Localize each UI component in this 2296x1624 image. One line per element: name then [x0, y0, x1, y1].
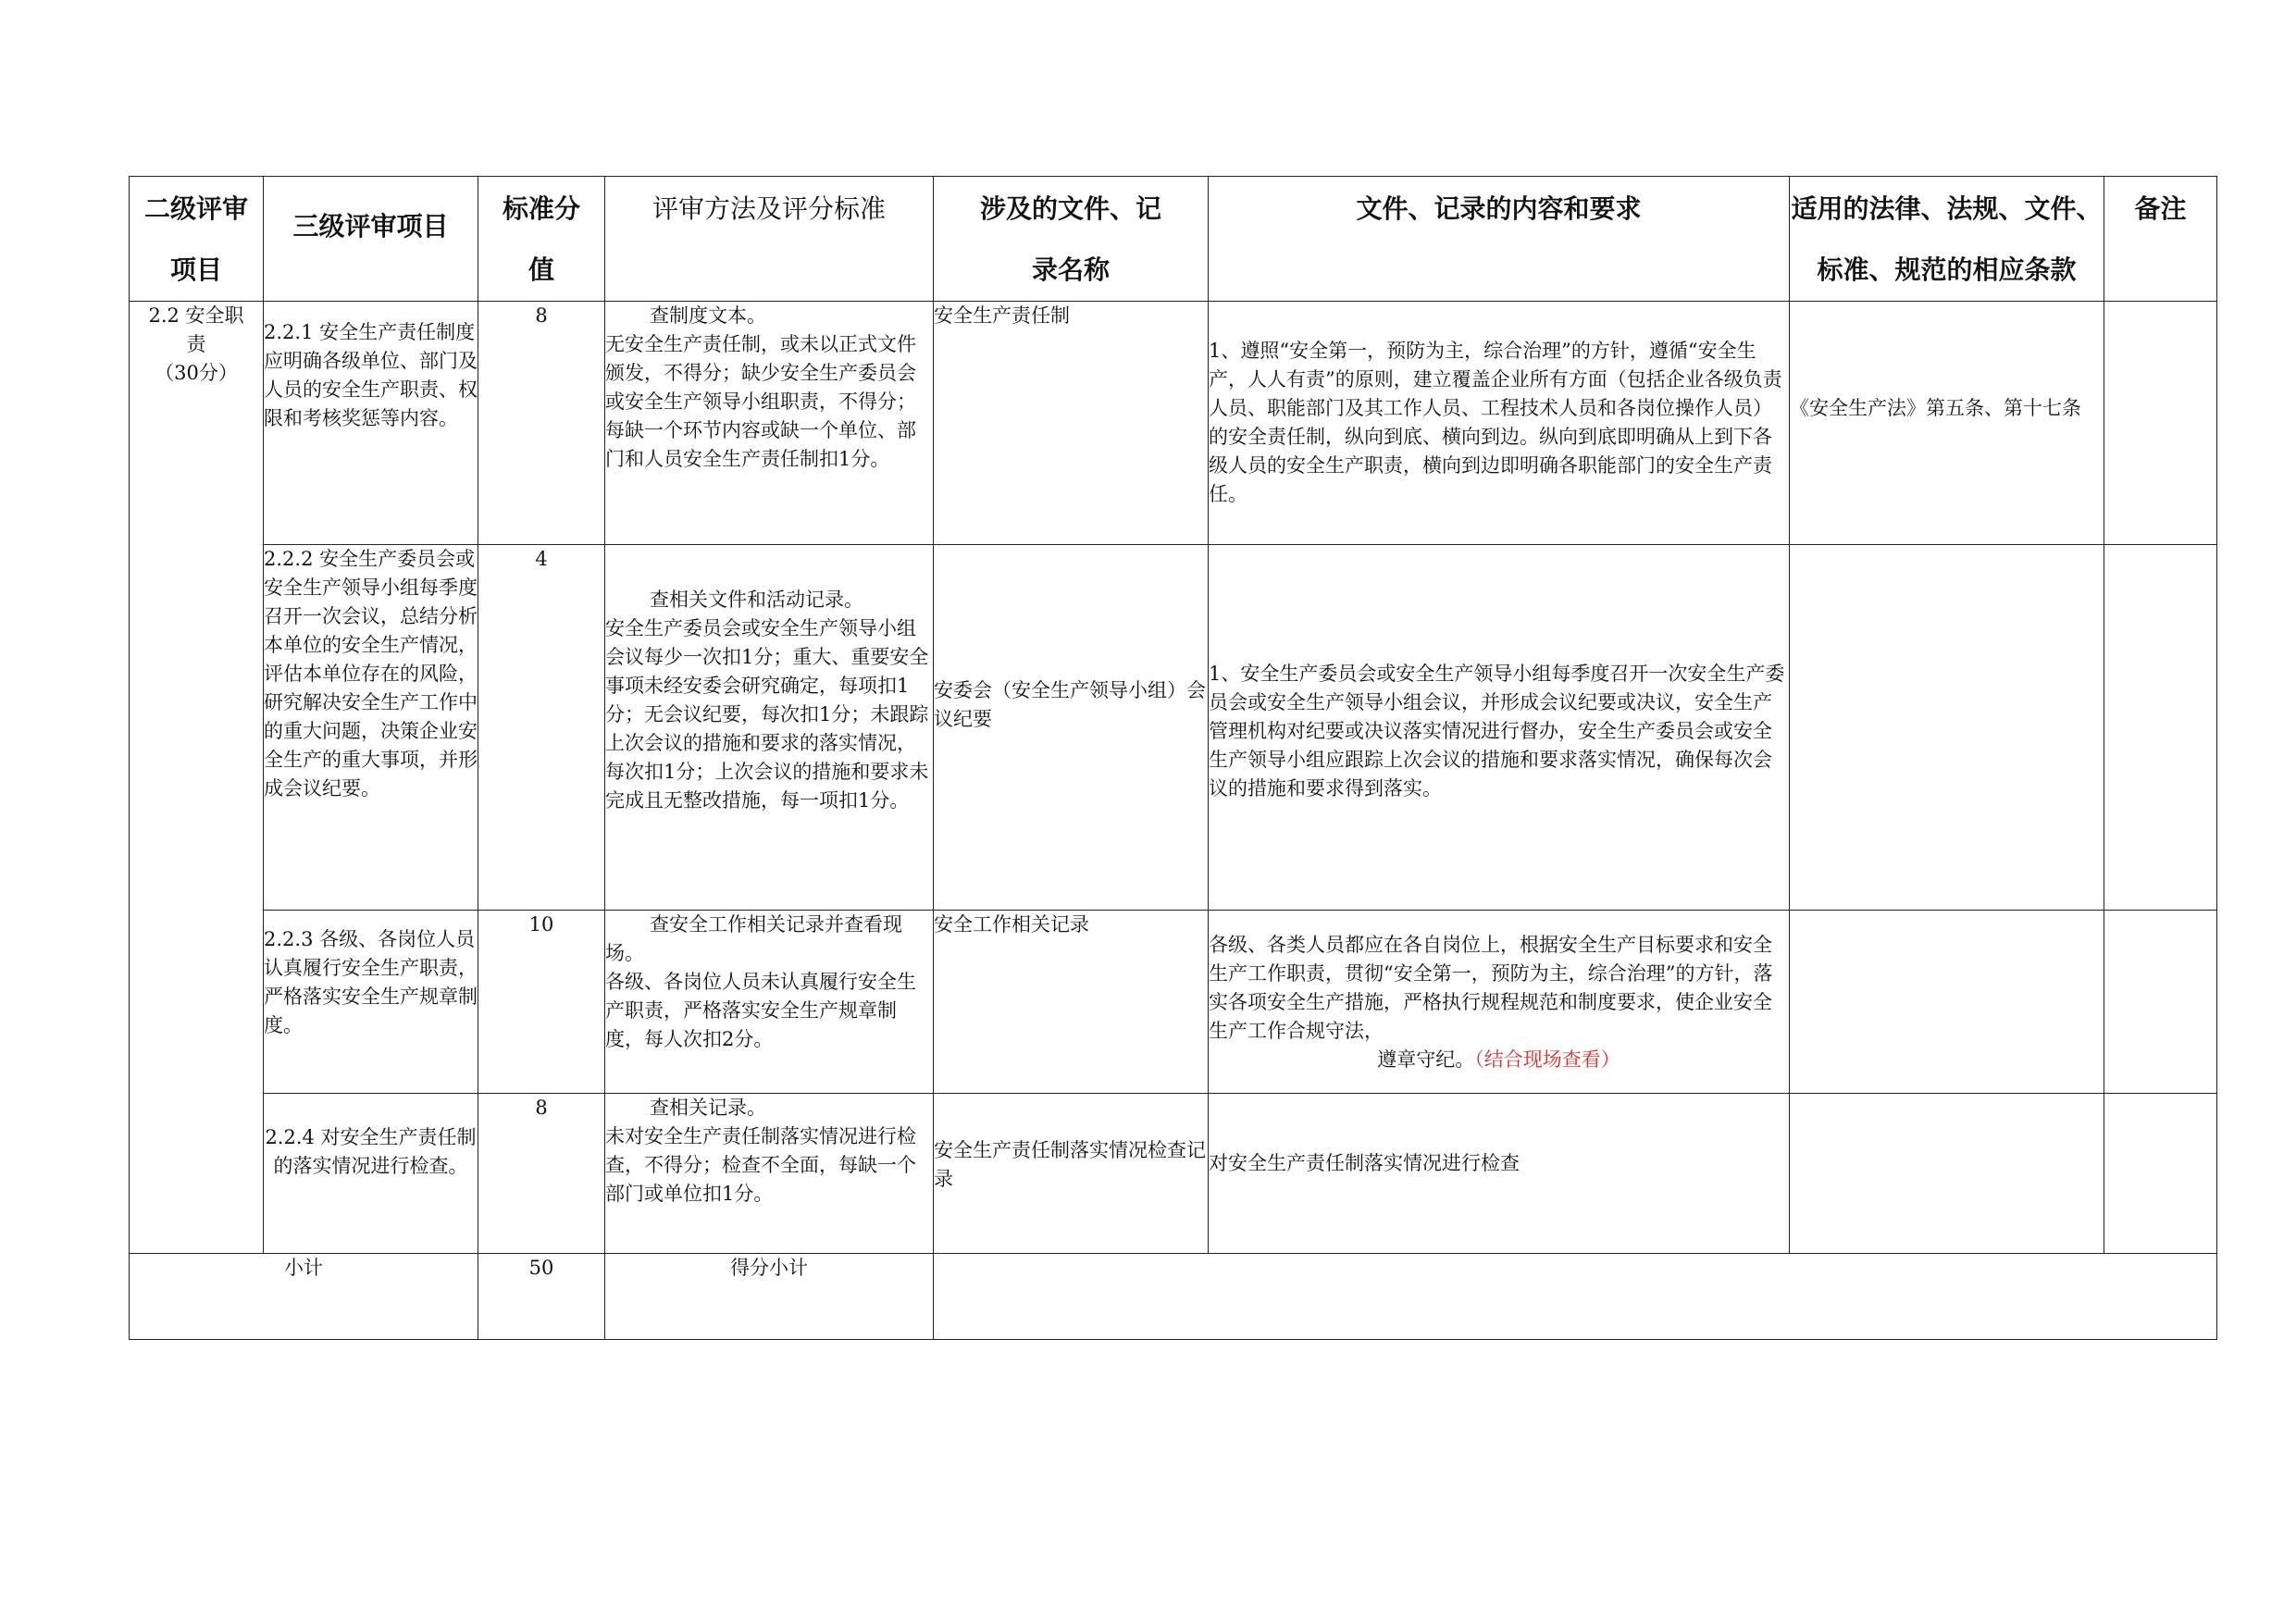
- documents-cell: 安全生产责任制: [934, 302, 1209, 545]
- method-cell: [605, 911, 934, 1094]
- table-row: [130, 302, 2217, 545]
- header-col5: [934, 177, 1209, 302]
- method-rest: 未对安全生产责任制落实情况进行检查，不得分；检查不全面，每缺一个部门或单位扣1分。: [605, 1125, 916, 1205]
- footer-row: [130, 1254, 2217, 1340]
- header-col6: 文件、记录的内容和要求: [1209, 177, 1790, 302]
- method-cell: [605, 545, 934, 911]
- header-col8: 备注: [2104, 177, 2217, 302]
- table-row: [130, 911, 2217, 1094]
- header-col7-line2: 标准、规范的相应条款: [1817, 254, 2077, 285]
- header-col3: [478, 177, 605, 302]
- laws-cell: 《安全生产法》第五条、第十七条: [1790, 302, 2104, 545]
- item-cell: 2.2.3 各级、各岗位人员认真履行安全生产职责，严格落实安全生产规章制度。: [264, 911, 478, 1094]
- requirements-cell: 1、安全生产委员会或安全生产领导小组每季度召开一次安全生产委员会或安全生产领导小组会议，并形成会议纪要或决议，安全生产管理机构对纪要或决议落实情况进行督办，安全生产委员会或安全生产领导小组应跟踪上次会议的措施和要求落实情况，确保每次会议的措施和要求得到落实。: [1209, 545, 1790, 911]
- subtotal-score: 50: [478, 1254, 605, 1340]
- requirements-cell: 1、遵照“安全第一，预防为主，综合治理”的方针，遵循“安全生产，人人有责”的原则，建立覆盖企业所有方面（包括企业各级负责人员、职能部门及其工作人员、工程技术人员和各岗位操作人员）的安全责任制，纵向到底、横向到边。纵向到底即明确从上到下各级人员的安全生产职责，横向到边即明确各职能部门的安全生产责任。: [1209, 302, 1790, 545]
- documents-cell: 安全生产责任制落实情况检查记录: [934, 1094, 1209, 1254]
- method-rest: 无安全生产责任制，或未以正式文件颁发，不得分；缺少安全生产委员会或安全生产领导小组职责，不得分；每缺一个环节内容或缺一个单位、部门和人员安全生产责任制扣1分。: [605, 333, 916, 470]
- section-cell: [130, 302, 264, 1254]
- requirements-text: 各级、各类人员都应在各自岗位上，根据安全生产目标要求和安全生产工作职责，贯彻“安全第一，预防为主，综合治理”的方针，落实各项安全生产措施，严格执行规程规范和制度要求，使企业安全生产工作合规守法，: [1209, 934, 1773, 1042]
- table-row: [130, 1094, 2217, 1254]
- method-rest: 各级、各岗位人员未认真履行安全生产职责，严格落实安全生产规章制度，每人次扣2分。: [605, 971, 916, 1050]
- header-col5-line2: 录名称: [1031, 254, 1110, 285]
- header-col1-line1: 二级评审: [143, 193, 248, 224]
- remarks-cell: [2104, 911, 2217, 1094]
- remarks-cell: [2104, 1094, 2217, 1254]
- laws-cell: [1790, 1094, 2104, 1254]
- item-cell: 2.2.1 安全生产责任制度应明确各级单位、部门及人员的安全生产职责、权限和考核奖惩等内容。: [264, 302, 478, 545]
- header-col1-line2: 项目: [169, 254, 222, 285]
- method-first: 查相关记录。: [650, 1097, 766, 1119]
- requirements-tail: [1209, 1046, 1789, 1074]
- site-check-note: （结合现场查看）: [1474, 1048, 1620, 1071]
- header-row: [130, 177, 2217, 302]
- score-subtotal-value: [934, 1254, 2217, 1340]
- laws-cell: [1790, 545, 2104, 911]
- header-col2: 三级评审项目: [264, 177, 478, 302]
- method-first: 查安全工作相关记录并查看现场。: [605, 913, 902, 964]
- assessment-table: [129, 176, 2217, 1340]
- requirements-cell: 对安全生产责任制落实情况进行检查: [1209, 1094, 1790, 1254]
- score-cell: 8: [478, 302, 605, 545]
- item-cell: 2.2.2 安全生产委员会或安全生产领导小组每季度召开一次会议，总结分析本单位的安全生产情况，评估本单位存在的风险，研究解决安全生产工作中的重大问题，决策企业安全生产的重大事项，并形成会议纪要。: [264, 545, 478, 911]
- item-cell: [264, 1094, 478, 1254]
- method-rest: 安全生产委员会或安全生产领导小组会议每少一次扣1分；重大、重要安全事项未经安委会研究确定，每项扣1分；无会议纪要，每次扣1分；未跟踪上次会议的措施和要求的落实情况，每次扣1分；上次会议的措施和要求未完成且无整改措施，每一项扣1分。: [605, 617, 929, 812]
- score-subtotal-label: 得分小计: [605, 1254, 934, 1340]
- section-line1: 2.2 安全职: [148, 304, 244, 327]
- documents-cell: 安全工作相关记录: [934, 911, 1209, 1094]
- header-col7-line1: 适用的法律、法规、文件、: [1791, 193, 2103, 224]
- method-cell: [605, 1094, 934, 1254]
- item-text: 2.2.4 对安全生产责任制的落实情况进行检查。: [265, 1126, 477, 1177]
- header-col4: 评审方法及评分标准: [605, 177, 934, 302]
- requirements-cell: [1209, 911, 1790, 1094]
- laws-cell: [1790, 911, 2104, 1094]
- score-cell: 10: [478, 911, 605, 1094]
- table-row: [130, 545, 2217, 911]
- header-col1: [130, 177, 264, 302]
- subtotal-label: 小计: [130, 1254, 478, 1340]
- method-first: 查相关文件和活动记录。: [650, 589, 863, 611]
- header-col5-line1: 涉及的文件、记: [979, 193, 1161, 224]
- requirements-tail-text: 遵章守纪。: [1377, 1048, 1475, 1071]
- section-line3: （30分）: [155, 362, 238, 384]
- remarks-cell: [2104, 302, 2217, 545]
- section-line2: 责: [186, 333, 206, 355]
- method-cell: [605, 302, 934, 545]
- score-cell: 8: [478, 1094, 605, 1254]
- header-col7: [1790, 177, 2104, 302]
- score-cell: 4: [478, 545, 605, 911]
- remarks-cell: [2104, 545, 2217, 911]
- header-col3-line2: 值: [527, 254, 554, 285]
- header-col3-line1: 标准分: [502, 193, 580, 224]
- method-first: 查制度文本。: [650, 304, 766, 327]
- documents-cell: 安委会（安全生产领导小组）会议纪要: [934, 545, 1209, 911]
